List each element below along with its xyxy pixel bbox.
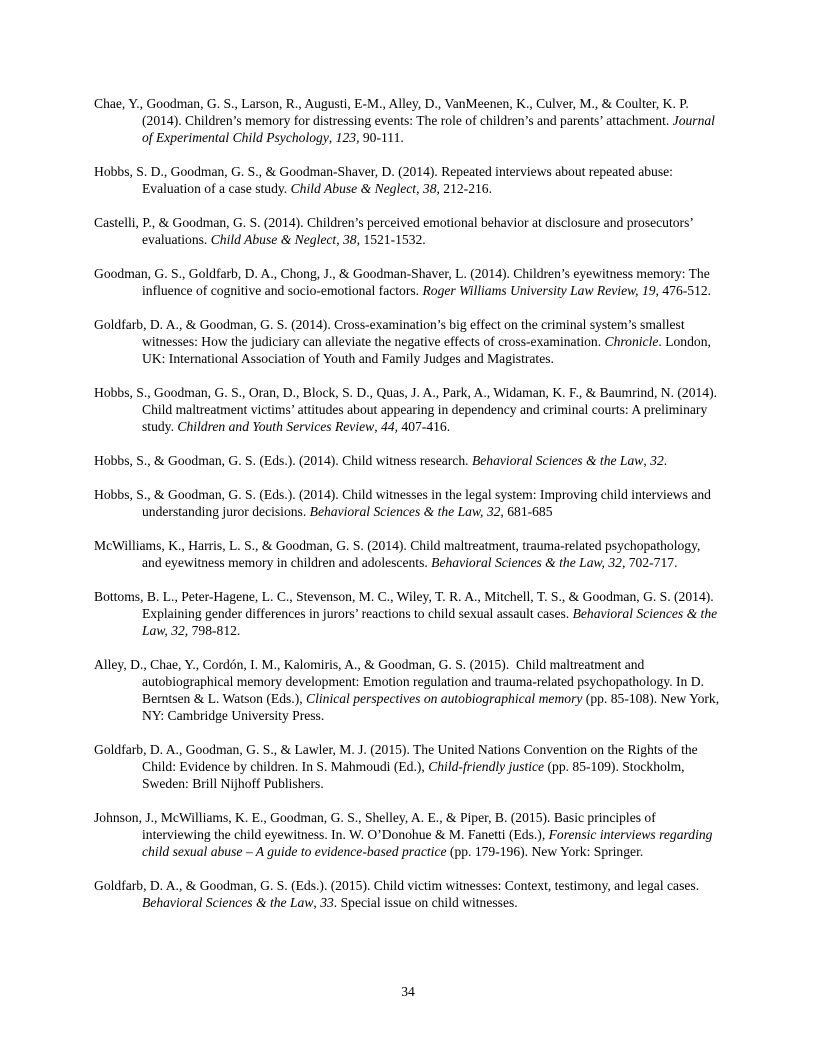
reference-entry	[94, 877, 722, 911]
reference-text-run: . London, UK: International Association of Youth and Family Judges and Magistrates.	[142, 334, 715, 366]
reference-italic-run: Behavioral Sciences & the Law, 32,	[142, 606, 721, 638]
reference-entry	[94, 452, 722, 469]
page-number: 34	[401, 984, 415, 999]
reference-text-run: Hobbs, S. D., Goodman, G. S., & Goodman-Shaver, D. (2014). Repeated interviews about repeated abuse: Evaluation of a case study.	[94, 164, 677, 196]
reference-text-run: ,	[643, 453, 651, 468]
reference-entry	[94, 214, 722, 248]
reference-text-run: ,	[336, 232, 343, 247]
reference-italic-run: Clinical perspectives on autobiographical memory	[306, 691, 583, 706]
reference-entry	[94, 316, 722, 367]
reference-entry	[94, 537, 722, 571]
reference-text-run: Hobbs, S., & Goodman, G. S. (Eds.). (2014). Child witness research.	[94, 453, 472, 468]
reference-italic-run: Chronicle	[604, 334, 659, 349]
reference-italic-run: Behavioral Sciences & the Law, 32,	[431, 555, 626, 570]
reference-text-run: Chae, Y., Goodman, G. S., Larson, R., Augusti, E-M., Alley, D., VanMeenen, K., Culver, M., & Coulter, K. P. (2014). Children’s memory for distressing events: The role of children’s and parents’ attachment.	[94, 96, 693, 128]
reference-text-run: 407-416.	[398, 419, 451, 434]
reference-text-run: . Special issue on child witnesses.	[333, 895, 518, 910]
reference-entry	[94, 741, 722, 792]
reference-italic-run: Children and Youth Services Review	[177, 419, 375, 434]
reference-text-run: Johnson, J., McWilliams, K. E., Goodman, G. S., Shelley, A. E., & Piper, B. (2015). Basic principles of interviewing the child eyewitness. In. W. O’Donohue & M. Fanetti (Eds.),	[94, 810, 660, 842]
reference-text-run: Goldfarb, D. A., & Goodman, G. S. (Eds.). (2015). Child victim witnesses: Context, testimony, and legal cases.	[94, 878, 703, 893]
references-list	[94, 95, 722, 928]
reference-text-run: 90-111.	[359, 130, 404, 145]
reference-text-run: ,	[328, 130, 336, 145]
reference-italic-run: Child-friendly justice	[428, 759, 545, 774]
reference-italic-run: 32	[650, 453, 664, 468]
reference-italic-run: Behavioral Sciences & the Law, 32	[309, 504, 501, 519]
reference-text-run: .	[663, 453, 668, 468]
reference-entry	[94, 486, 722, 520]
reference-italic-run: 44,	[381, 419, 399, 434]
reference-entry	[94, 163, 722, 197]
reference-italic-run: Forensic interviews regarding child sexual abuse – A guide to evidence-based practice	[142, 827, 716, 859]
reference-text-run: McWilliams, K., Harris, L. S., & Goodman, G. S. (2014). Child maltreatment, trauma-related psychopathology, and eyewitness memory in children and adolescents.	[94, 538, 704, 570]
reference-italic-run: Behavioral Sciences & the Law	[142, 895, 314, 910]
reference-text-run: Goldfarb, D. A., Goodman, G. S., & Lawler, M. J. (2015). The United Nations Convention on the Rights of the Child: Evidence by children. In S. Mahmoudi (Ed.),	[94, 742, 702, 774]
reference-entry	[94, 95, 722, 146]
reference-entry	[94, 588, 722, 639]
reference-text-run: Goodman, G. S., Goldfarb, D. A., Chong, J., & Goodman-Shaver, L. (2014). Children’s eyewitness memory: The influence of cognitive and socio-emotional factors.	[94, 266, 714, 298]
reference-italic-run: 33	[320, 895, 334, 910]
reference-italic-run: Journal of Experimental Child Psychology	[142, 113, 719, 145]
reference-text-run: , 212-216.	[436, 181, 492, 196]
reference-italic-run: Child Abuse & Neglect	[210, 232, 337, 247]
reference-text-run: ,	[313, 895, 321, 910]
reference-text-run: Castelli, P., & Goodman, G. S. (2014). Children’s perceived emotional behavior at disclosure and prosecutors’ evaluations.	[94, 215, 697, 247]
reference-text-run: Hobbs, S., Goodman, G. S., Oran, D., Block, S. D., Quas, J. A., Park, A., Widaman, K. F., & Baumrind, N. (2014). Child maltreatment victims’ attitudes about appearing in dependency and criminal courts: A preliminary study.	[94, 385, 724, 434]
reference-entry	[94, 265, 722, 299]
reference-text-run: 798-812.	[188, 623, 241, 638]
reference-text-run: 702-717.	[625, 555, 678, 570]
reference-text-run: Goldfarb, D. A., & Goodman, G. S. (2014). Cross-examination’s big effect on the criminal system’s smallest witnesses: How the judiciary can alleviate the negative effects of cross-examination.	[94, 317, 689, 349]
reference-entry	[94, 656, 722, 724]
reference-text-run: (pp. 85-109). Stockholm, Sweden: Brill Nijhoff Publishers.	[142, 759, 688, 791]
reference-italic-run: Roger Williams University Law Review, 19,	[422, 283, 659, 298]
reference-text-run: Hobbs, S., & Goodman, G. S. (Eds.). (2014). Child witnesses in the legal system: Improving child interviews and understanding juror decisions.	[94, 487, 715, 519]
reference-italic-run: Child Abuse & Neglect	[290, 181, 417, 196]
reference-text-run: (pp. 85-108). New York, NY: Cambridge University Press.	[142, 691, 723, 723]
reference-text-run: Bottoms, B. L., Peter-Hagene, L. C., Stevenson, M. C., Wiley, T. R. A., Mitchell, T. S., & Goodman, G. S. (2014). Explaining gender differences in jurors’ reactions to child sexual assault cases.	[94, 589, 718, 621]
reference-italic-run: Behavioral Sciences & the Law	[471, 453, 644, 468]
reference-italic-run: 38	[343, 232, 357, 247]
reference-text-run: , 681-685	[500, 504, 553, 519]
reference-text-run: (pp. 179-196). New York: Springer.	[446, 844, 644, 859]
reference-text-run: , 1521-1532.	[356, 232, 426, 247]
reference-text-run: ,	[374, 419, 382, 434]
reference-italic-run: 123,	[335, 130, 360, 145]
reference-text-run: Alley, D., Chae, Y., Cordón, I. M., Kalomiris, A., & Goodman, G. S. (2015). Child maltreatment and autobiographical memory development: Emotion regulation and trauma-related psychopathology. In D. Berntsen & L. Watson (Eds.),	[94, 657, 708, 706]
reference-text-run: ,	[416, 181, 423, 196]
reference-text-run: 476-512.	[658, 283, 712, 298]
reference-entry	[94, 384, 722, 435]
reference-entry	[94, 809, 722, 860]
reference-italic-run: 38	[422, 181, 437, 196]
